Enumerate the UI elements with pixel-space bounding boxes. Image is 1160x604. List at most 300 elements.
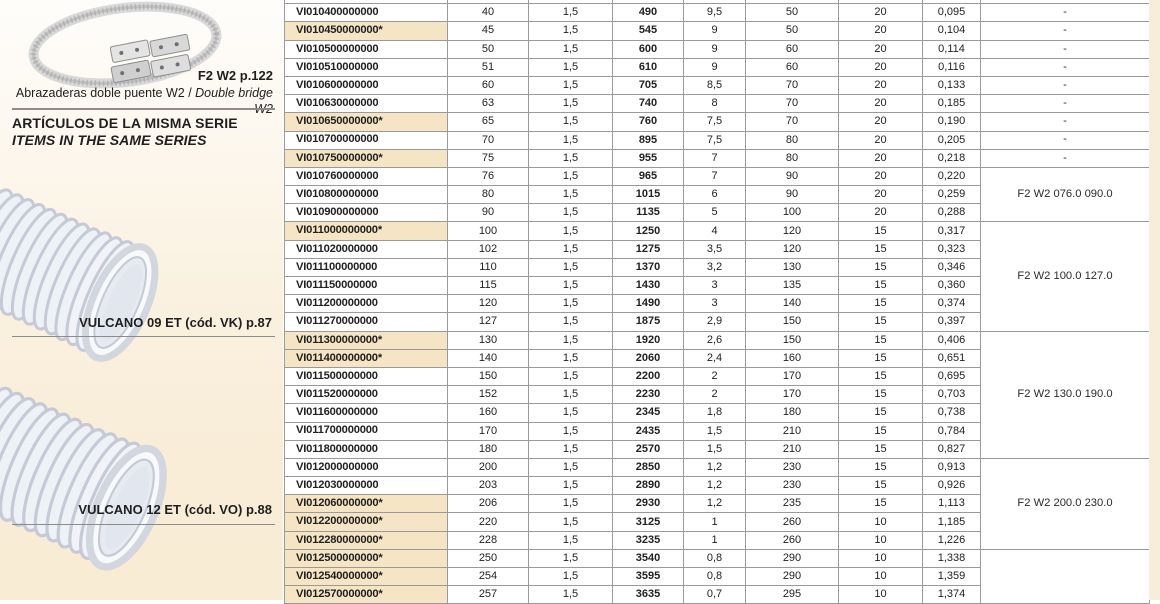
value-cell: 80 (746, 149, 839, 167)
value-cell: 7,5 (684, 131, 746, 149)
clamp-description-en: Double bridge W2 (195, 86, 273, 116)
vulcano-09-caption: VULCANO 09 ET (cód. VK) p.87 (79, 315, 272, 330)
value-cell: 7 (684, 149, 746, 167)
value-cell: 206 (448, 495, 529, 513)
page-margin-strip (1149, 0, 1160, 600)
value-cell: 160 (746, 349, 839, 367)
product-sidebar (0, 0, 283, 600)
value-cell: 15 (839, 440, 923, 458)
table-row (285, 22, 1150, 40)
table-row (285, 458, 1150, 476)
code-cell: VI010750000000* (285, 149, 448, 167)
value-cell: 2570 (613, 440, 684, 458)
code-cell: VI010500000000 (285, 40, 448, 58)
code-cell: VI010400000000 (285, 4, 448, 22)
value-cell: 15 (839, 422, 923, 440)
value-cell: 0,406 (923, 331, 981, 349)
value-cell: 45 (448, 22, 529, 40)
value-cell: 7 (684, 167, 746, 185)
table-row (285, 58, 1150, 76)
value-cell: 0,695 (923, 367, 981, 385)
value-cell: 0,926 (923, 477, 981, 495)
value-cell: 160 (448, 404, 529, 422)
value-cell: 1135 (613, 204, 684, 222)
value-cell: 60 (448, 76, 529, 94)
value-cell: 70 (746, 95, 839, 113)
spec-table (284, 0, 1150, 604)
spec-table-area (284, 0, 1150, 604)
code-cell: VI010800000000 (285, 186, 448, 204)
code-cell: VI010760000000 (285, 167, 448, 185)
value-cell: 10 (839, 568, 923, 586)
value-cell: 50 (448, 40, 529, 58)
value-cell: 20 (839, 40, 923, 58)
value-cell: 0,738 (923, 404, 981, 422)
clamp-ref-cell (981, 549, 1150, 604)
code-cell: VI011520000000 (285, 386, 448, 404)
value-cell: 1920 (613, 331, 684, 349)
code-cell: VI011500000000 (285, 367, 448, 385)
value-cell: 1,5 (529, 349, 613, 367)
value-cell: 20 (839, 113, 923, 131)
value-cell: 102 (448, 240, 529, 258)
value-cell: 15 (839, 331, 923, 349)
value-cell: 1,5 (529, 95, 613, 113)
code-cell: VI012030000000 (285, 477, 448, 495)
value-cell: 203 (448, 477, 529, 495)
value-cell: 10 (839, 531, 923, 549)
series-heading-es: ARTÍCULOS DE LA MISMA SERIE (12, 115, 238, 131)
value-cell: 0,827 (923, 440, 981, 458)
value-cell: 0,095 (923, 4, 981, 22)
value-cell: 254 (448, 568, 529, 586)
value-cell: 1,2 (684, 495, 746, 513)
value-cell: 15 (839, 222, 923, 240)
value-cell: 3125 (613, 513, 684, 531)
value-cell: 2345 (613, 404, 684, 422)
table-row (285, 76, 1150, 94)
value-cell: 0,703 (923, 386, 981, 404)
value-cell: 9,5 (684, 4, 746, 22)
value-cell: 1,5 (529, 440, 613, 458)
value-cell: 15 (839, 386, 923, 404)
clamp-ref-cell: F2 W2 100.0 127.0 (981, 222, 1150, 331)
value-cell: 15 (839, 458, 923, 476)
value-cell: 0,8 (684, 568, 746, 586)
value-cell: 10 (839, 513, 923, 531)
value-cell: 1,5 (529, 422, 613, 440)
value-cell: 290 (746, 549, 839, 567)
code-cell: VI011000000000* (285, 222, 448, 240)
value-cell: 1015 (613, 186, 684, 204)
value-cell: 0,323 (923, 240, 981, 258)
value-cell: 545 (613, 22, 684, 40)
value-cell: 70 (448, 131, 529, 149)
spec-table-body (285, 0, 1150, 604)
value-cell: 2,4 (684, 349, 746, 367)
value-cell: 15 (839, 495, 923, 513)
value-cell: 10 (839, 586, 923, 604)
value-cell: 1,374 (923, 586, 981, 604)
value-cell: 0,190 (923, 113, 981, 131)
code-cell: VI012500000000* (285, 549, 448, 567)
value-cell: 1490 (613, 295, 684, 313)
value-cell: 130 (746, 258, 839, 276)
clamp-page-ref: F2 W2 p.122 (197, 68, 273, 83)
value-cell: 80 (746, 131, 839, 149)
value-cell: 3 (684, 277, 746, 295)
value-cell: 0,374 (923, 295, 981, 313)
value-cell: 140 (746, 295, 839, 313)
value-cell: 610 (613, 58, 684, 76)
code-cell: VI010900000000 (285, 204, 448, 222)
value-cell: 1,5 (529, 295, 613, 313)
table-row (285, 167, 1150, 185)
value-cell: 170 (746, 367, 839, 385)
value-cell: 2060 (613, 349, 684, 367)
value-cell: 1,338 (923, 549, 981, 567)
value-cell: 1,5 (529, 222, 613, 240)
value-cell: 0,346 (923, 258, 981, 276)
value-cell: 63 (448, 95, 529, 113)
code-cell: VI010450000000* (285, 22, 448, 40)
value-cell: 2,9 (684, 313, 746, 331)
divider (12, 108, 275, 110)
vulcano-12-hose-icon (0, 330, 270, 525)
value-cell: 1,5 (529, 404, 613, 422)
series-heading-en: ITEMS IN THE SAME SERIES (12, 131, 207, 148)
clamp-ref-cell: - (981, 22, 1150, 40)
value-cell: 295 (746, 586, 839, 604)
clamp-ref-cell: - (981, 40, 1150, 58)
code-cell: VI012000000000 (285, 458, 448, 476)
value-cell: 1,5 (529, 131, 613, 149)
value-cell: 1275 (613, 240, 684, 258)
code-cell: VI010510000000 (285, 58, 448, 76)
code-cell: VI012200000000* (285, 513, 448, 531)
value-cell: 150 (746, 331, 839, 349)
value-cell: 1,5 (684, 422, 746, 440)
value-cell: 150 (746, 313, 839, 331)
value-cell: 1,226 (923, 531, 981, 549)
value-cell: 1,5 (529, 40, 613, 58)
divider (12, 524, 275, 525)
value-cell: 0,784 (923, 422, 981, 440)
value-cell: 200 (448, 458, 529, 476)
value-cell: 9 (684, 58, 746, 76)
value-cell: 1,2 (684, 477, 746, 495)
value-cell: 1,5 (529, 458, 613, 476)
code-cell: VI012570000000* (285, 586, 448, 604)
value-cell: 76 (448, 167, 529, 185)
value-cell: 1,5 (529, 258, 613, 276)
value-cell: 65 (448, 113, 529, 131)
table-row (285, 149, 1150, 167)
value-cell: 1875 (613, 313, 684, 331)
value-cell: 8 (684, 95, 746, 113)
value-cell: 90 (746, 186, 839, 204)
value-cell: 0,205 (923, 131, 981, 149)
value-cell: 0,185 (923, 95, 981, 113)
value-cell: 15 (839, 404, 923, 422)
value-cell: 15 (839, 313, 923, 331)
table-row (285, 95, 1150, 113)
table-row (285, 40, 1150, 58)
table-row (285, 4, 1150, 22)
value-cell: 100 (448, 222, 529, 240)
value-cell: 150 (448, 367, 529, 385)
value-cell: 0,259 (923, 186, 981, 204)
value-cell: 100 (746, 204, 839, 222)
code-cell: VI011150000000 (285, 277, 448, 295)
value-cell: 140 (448, 349, 529, 367)
value-cell: 2 (684, 386, 746, 404)
value-cell: 9 (684, 22, 746, 40)
value-cell: 75 (448, 149, 529, 167)
code-cell: VI010630000000 (285, 95, 448, 113)
value-cell: 965 (613, 167, 684, 185)
value-cell: 20 (839, 22, 923, 40)
value-cell: 0,218 (923, 149, 981, 167)
value-cell: 115 (448, 277, 529, 295)
clamp-ref-cell: - (981, 4, 1150, 22)
code-cell: VI012280000000* (285, 531, 448, 549)
value-cell: 20 (839, 204, 923, 222)
code-cell: VI011600000000 (285, 404, 448, 422)
value-cell: 0,8 (684, 549, 746, 567)
clamp-ref-cell: F2 W2 200.0 230.0 (981, 458, 1150, 549)
value-cell: 1,5 (529, 58, 613, 76)
value-cell: 7,5 (684, 113, 746, 131)
value-cell: 15 (839, 349, 923, 367)
value-cell: 110 (448, 258, 529, 276)
value-cell: 15 (839, 477, 923, 495)
value-cell: 1,5 (529, 513, 613, 531)
value-cell: 9 (684, 40, 746, 58)
clamp-description (0, 86, 273, 117)
value-cell: 2,6 (684, 331, 746, 349)
value-cell: 1 (684, 531, 746, 549)
value-cell: 0,360 (923, 277, 981, 295)
clamp-ref-cell: F2 W2 130.0 190.0 (981, 331, 1150, 458)
value-cell: 1,5 (529, 331, 613, 349)
code-cell: VI011200000000 (285, 295, 448, 313)
value-cell: 180 (448, 440, 529, 458)
value-cell: 51 (448, 58, 529, 76)
value-cell: 1250 (613, 222, 684, 240)
value-cell: 0,317 (923, 222, 981, 240)
value-cell: 3540 (613, 549, 684, 567)
value-cell: 0,7 (684, 586, 746, 604)
value-cell: 2200 (613, 367, 684, 385)
value-cell: 1,5 (529, 586, 613, 604)
vulcano-09-hose-icon (0, 132, 266, 322)
clamp-caption (0, 68, 273, 118)
code-cell: VI011300000000* (285, 331, 448, 349)
value-cell: 0,397 (923, 313, 981, 331)
value-cell: 1,113 (923, 495, 981, 513)
value-cell: 1,5 (529, 367, 613, 385)
value-cell: 1,5 (529, 186, 613, 204)
value-cell: 260 (746, 531, 839, 549)
value-cell: 1,8 (684, 404, 746, 422)
vulcano-12-caption: VULCANO 12 ET (cód. VO) p.88 (78, 502, 272, 517)
value-cell: 1,359 (923, 568, 981, 586)
value-cell: 1370 (613, 258, 684, 276)
value-cell: 152 (448, 386, 529, 404)
value-cell: 50 (746, 22, 839, 40)
value-cell: 3235 (613, 531, 684, 549)
value-cell: 50 (746, 4, 839, 22)
value-cell: 3,5 (684, 240, 746, 258)
value-cell: 90 (448, 204, 529, 222)
value-cell: 2230 (613, 386, 684, 404)
clamp-ref-cell: - (981, 76, 1150, 94)
value-cell: 8,5 (684, 76, 746, 94)
code-cell: VI012540000000* (285, 568, 448, 586)
value-cell: 0,116 (923, 58, 981, 76)
value-cell: 740 (613, 95, 684, 113)
value-cell: 2850 (613, 458, 684, 476)
value-cell: 60 (746, 40, 839, 58)
clamp-ref-cell: - (981, 95, 1150, 113)
code-cell: VI011800000000 (285, 440, 448, 458)
value-cell: 60 (746, 58, 839, 76)
value-cell: 260 (746, 513, 839, 531)
value-cell: 130 (448, 331, 529, 349)
value-cell: 1430 (613, 277, 684, 295)
value-cell: 1,5 (529, 386, 613, 404)
code-cell: VI011400000000* (285, 349, 448, 367)
value-cell: 210 (746, 422, 839, 440)
value-cell: 235 (746, 495, 839, 513)
clamp-ref-cell: F2 W2 076.0 090.0 (981, 167, 1150, 222)
code-cell: VI012060000000* (285, 495, 448, 513)
value-cell: 1,5 (529, 149, 613, 167)
value-cell: 1,5 (529, 313, 613, 331)
value-cell: 257 (448, 586, 529, 604)
value-cell: 1,5 (529, 167, 613, 185)
table-row (285, 131, 1150, 149)
clamp-ref-cell: - (981, 131, 1150, 149)
value-cell: 2435 (613, 422, 684, 440)
value-cell: 2890 (613, 477, 684, 495)
value-cell: 90 (746, 167, 839, 185)
value-cell: 120 (448, 295, 529, 313)
value-cell: 1,5 (529, 204, 613, 222)
value-cell: 6 (684, 186, 746, 204)
value-cell: 895 (613, 131, 684, 149)
value-cell: 0,104 (923, 22, 981, 40)
value-cell: 15 (839, 277, 923, 295)
value-cell: 1,5 (529, 277, 613, 295)
value-cell: 760 (613, 113, 684, 131)
clamp-ref-cell: - (981, 113, 1150, 131)
value-cell: 20 (839, 4, 923, 22)
value-cell: 0,114 (923, 40, 981, 58)
value-cell: 230 (746, 477, 839, 495)
table-row (285, 222, 1150, 240)
value-cell: 80 (448, 186, 529, 204)
value-cell: 1,5 (529, 22, 613, 40)
value-cell: 3635 (613, 586, 684, 604)
table-row (285, 113, 1150, 131)
value-cell: 1,5 (529, 477, 613, 495)
value-cell: 1,5 (529, 76, 613, 94)
value-cell: 170 (448, 422, 529, 440)
value-cell: 210 (746, 440, 839, 458)
value-cell: 3 (684, 295, 746, 313)
value-cell: 3595 (613, 568, 684, 586)
value-cell: 0,220 (923, 167, 981, 185)
value-cell: 15 (839, 258, 923, 276)
value-cell: 15 (839, 295, 923, 313)
value-cell: 1,5 (529, 495, 613, 513)
value-cell: 0,133 (923, 76, 981, 94)
code-cell: VI011100000000 (285, 258, 448, 276)
code-cell: VI010650000000* (285, 113, 448, 131)
value-cell: 1,5 (529, 568, 613, 586)
value-cell: 2930 (613, 495, 684, 513)
value-cell: 1,5 (529, 4, 613, 22)
value-cell: 10 (839, 549, 923, 567)
code-cell: VI010700000000 (285, 131, 448, 149)
value-cell: 1,5 (529, 531, 613, 549)
value-cell: 290 (746, 568, 839, 586)
value-cell: 15 (839, 240, 923, 258)
value-cell: 250 (448, 549, 529, 567)
code-cell: VI011020000000 (285, 240, 448, 258)
value-cell: 705 (613, 76, 684, 94)
value-cell: 1,5 (529, 113, 613, 131)
value-cell: 5 (684, 204, 746, 222)
value-cell: 1,5 (529, 549, 613, 567)
value-cell: 1,5 (684, 440, 746, 458)
code-cell: VI011270000000 (285, 313, 448, 331)
value-cell: 120 (746, 222, 839, 240)
value-cell: 2 (684, 367, 746, 385)
value-cell: 127 (448, 313, 529, 331)
value-cell: 490 (613, 4, 684, 22)
value-cell: 3,2 (684, 258, 746, 276)
value-cell: 4 (684, 222, 746, 240)
value-cell: 180 (746, 404, 839, 422)
value-cell: 20 (839, 58, 923, 76)
value-cell: 0,913 (923, 458, 981, 476)
value-cell: 15 (839, 367, 923, 385)
value-cell: 600 (613, 40, 684, 58)
value-cell: 228 (448, 531, 529, 549)
clamp-ref-cell: - (981, 58, 1150, 76)
value-cell: 20 (839, 131, 923, 149)
value-cell: 70 (746, 76, 839, 94)
value-cell: 170 (746, 386, 839, 404)
value-cell: 0,288 (923, 204, 981, 222)
value-cell: 20 (839, 95, 923, 113)
value-cell: 20 (839, 167, 923, 185)
value-cell: 1,185 (923, 513, 981, 531)
value-cell: 230 (746, 458, 839, 476)
value-cell: 955 (613, 149, 684, 167)
value-cell: 20 (839, 149, 923, 167)
value-cell: 120 (746, 240, 839, 258)
table-row (285, 549, 1150, 567)
value-cell: 70 (746, 113, 839, 131)
value-cell: 40 (448, 4, 529, 22)
clamp-ref-cell: - (981, 149, 1150, 167)
code-cell: VI010600000000 (285, 76, 448, 94)
value-cell: 220 (448, 513, 529, 531)
